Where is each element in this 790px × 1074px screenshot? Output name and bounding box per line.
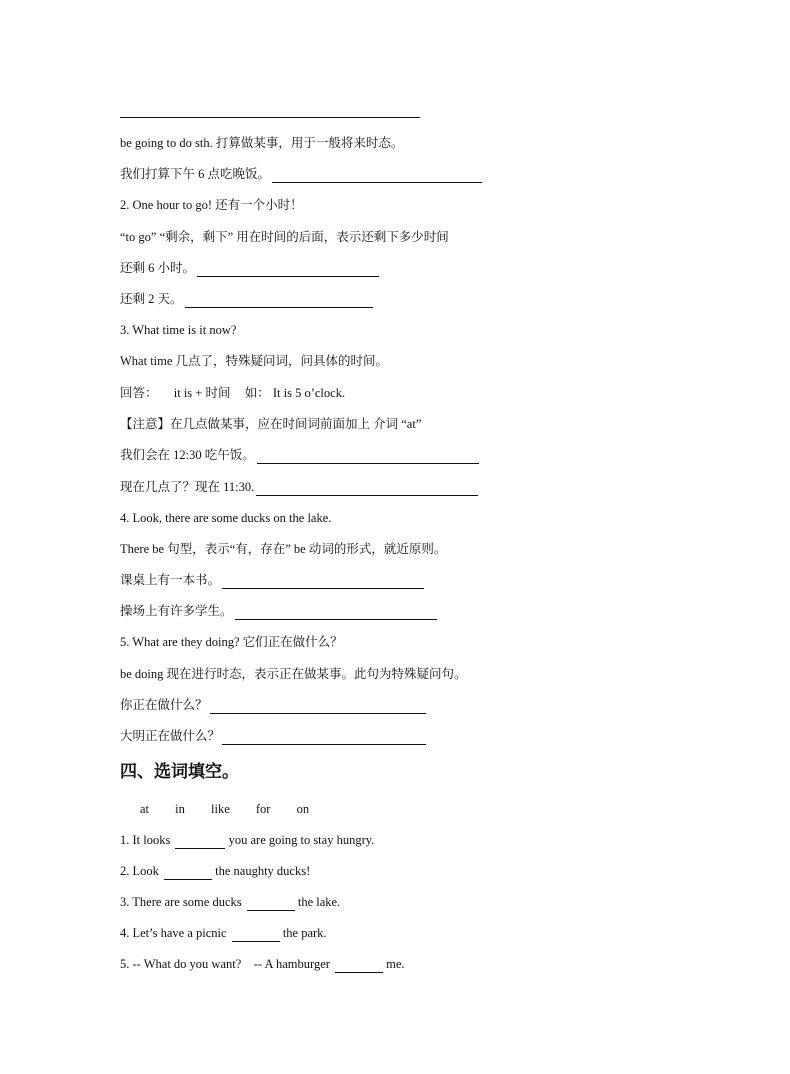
answer-blank[interactable]	[235, 605, 437, 620]
answer-blank[interactable]	[185, 293, 373, 308]
question-text: me.	[386, 957, 405, 971]
question-text: 3. There are some ducks	[120, 895, 242, 909]
question-text: 4. Let’s have a picnic	[120, 926, 227, 940]
question-text: 1. It looks	[120, 833, 171, 847]
there-be-note: There be 句型，表示“有，存在” be 动词的形式，就近原则。	[120, 542, 447, 556]
to-go-example-1	[120, 259, 379, 277]
at-example-2	[120, 478, 478, 496]
prompt-text: 大明正在做什么？	[120, 729, 221, 743]
prompt-text: 我们会在 12:30 吃午饭。	[120, 448, 255, 462]
to-go-example-2	[120, 290, 373, 308]
word-bank-item: in	[175, 802, 185, 816]
question-2	[120, 862, 310, 880]
going-to-note: be going to do sth. 打算做某事，用于一般将来时态。	[120, 136, 404, 150]
answer-line	[120, 117, 420, 118]
word-bank-item: like	[211, 802, 230, 816]
answer-blank[interactable]	[210, 699, 426, 714]
answer-blank[interactable]	[335, 958, 383, 973]
answer-blank[interactable]	[257, 449, 479, 464]
answer-blank[interactable]	[247, 896, 295, 911]
be-doing-example-2	[120, 727, 426, 745]
word-bank-item: for	[255, 802, 271, 816]
be-doing-note: be doing 现在进行时态，表示正在做某事。此句为特殊疑问句。	[120, 667, 467, 681]
word-bank-item: at	[140, 802, 150, 816]
answer-blank[interactable]	[232, 927, 280, 942]
at-example-1	[120, 446, 479, 464]
answer-blank[interactable]	[164, 865, 212, 880]
answer-blank[interactable]	[222, 730, 426, 745]
prompt-text: 操场上有许多学生。	[120, 604, 233, 618]
item-4: 4. Look, there are some ducks on the lake.	[120, 511, 332, 525]
answer-label: 回答：	[120, 386, 158, 400]
prompt-text: 课桌上有一本书。	[120, 573, 221, 587]
question-5	[120, 955, 405, 973]
question-text: you are going to stay hungry.	[228, 833, 375, 847]
item-2: 2. One hour to go! 还有一个小时！	[120, 198, 303, 212]
answer-pattern-line	[120, 384, 345, 402]
question-text: the park.	[282, 926, 327, 940]
answer-example: 如： It is 5 o’clock.	[244, 386, 346, 400]
question-4	[120, 924, 327, 942]
question-3	[120, 893, 340, 911]
question-text: the naughty ducks!	[215, 864, 311, 878]
question-1	[120, 831, 374, 849]
prompt-text: 你正在做什么？	[120, 698, 208, 712]
section-heading: 四、选词填空。	[120, 762, 239, 782]
answer-blank[interactable]	[175, 834, 225, 849]
prompt-text: 现在几点了？现在 11:30.	[120, 480, 255, 494]
what-time-note: What time 几点了，特殊疑问词，问具体的时间。	[120, 354, 389, 368]
answer-blank[interactable]	[222, 574, 424, 589]
item-3: 3. What time is it now?	[120, 323, 237, 337]
going-to-example	[120, 165, 482, 183]
question-text: 2. Look	[120, 864, 159, 878]
item-5: 5. What are they doing? 它们正在做什么？	[120, 635, 343, 649]
answer-pattern: it is + 时间	[173, 386, 231, 400]
answer-blank[interactable]	[256, 481, 478, 496]
prompt-text: 我们打算下午 6 点吃晚饭。	[120, 167, 271, 181]
there-be-example-1	[120, 571, 424, 589]
question-text: the lake.	[297, 895, 341, 909]
word-bank	[140, 800, 332, 818]
answer-blank[interactable]	[197, 262, 379, 277]
answer-blank[interactable]	[272, 168, 482, 183]
prompt-text: 还剩 2 天。	[120, 292, 183, 306]
to-go-note: “to go” “剩余，剩下” 用在时间的后面，表示还剩下多少时间	[120, 230, 449, 244]
be-doing-example-1	[120, 696, 426, 714]
word-bank-item: on	[296, 802, 310, 816]
attention-note: 【注意】在几点做某事，应在时间词前面加上 介词 “at”	[120, 417, 422, 431]
prompt-text: 还剩 6 小时。	[120, 261, 196, 275]
there-be-example-2	[120, 602, 437, 620]
question-text: 5. -- What do you want? -- A hamburger	[120, 957, 330, 971]
